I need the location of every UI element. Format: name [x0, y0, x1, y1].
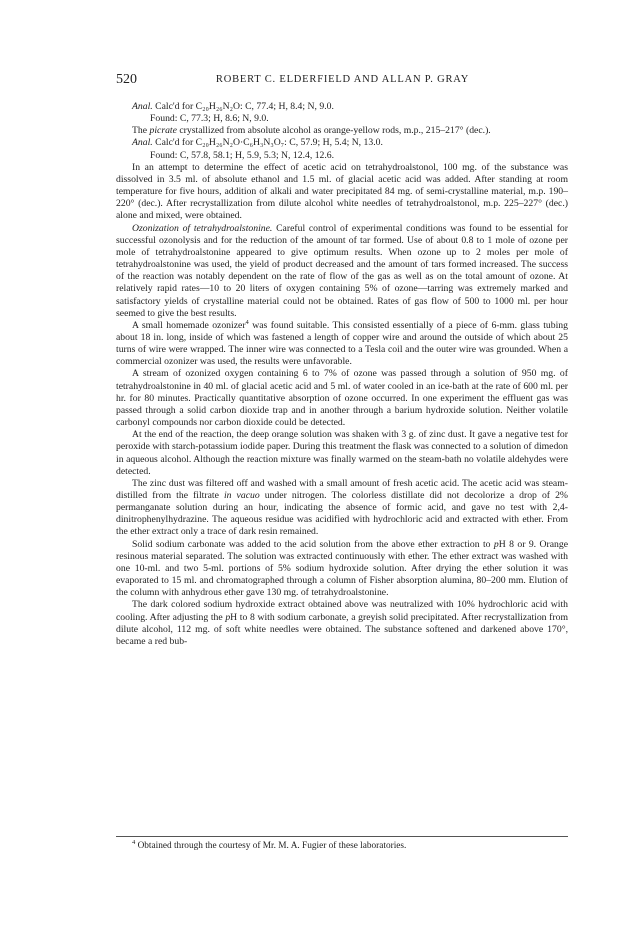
footnote-marker: 4 [132, 838, 136, 846]
picrate-paragraph: The picrate crystallized from absolute alcohol as orange-yellow rods, m.p., 215–217° (dec.). [132, 125, 491, 137]
filtration-paragraph: The zinc dust was filtered off and washed with a small amount of fresh acetic acid. The acetic acid was steam-distilled from the filtrate in vacuo under nitrogen. The colorless distillate did not decolorize a drop of 2% permanganate solution during an hour, indicating the absence of formic acid, and gave no test with 2,4-dinitrophenylhydrazine. The aqueous residue was acidified with hydrochloric acid and extracted with ether. From the ether extract only a trace of dark resin remained. [116, 477, 568, 538]
acetic-acid-paragraph: In an attempt to determine the effect of acetic acid on tetrahydroalstonol, 100 mg. of the substance was dissolved in 3.5 ml. of absolute ethanol and 1.5 ml. of glacial acetic acid was added. After standing at room temperature for five hours, addition of alkali and water precipitated 84 mg. of semi-crystalline material, m.p. 190–220° (dec.). After recrystallization from dilute alcohol white needles of tetrahydroalstonol, m.p. 225–227° (dec.) alone and mixed, were obtained. [116, 161, 568, 222]
anal-label: Anal. [132, 137, 153, 149]
sodium-carbonate-paragraph: Solid sodium carbonate was added to the acid solution from the above ether extraction to pH 8 or 9. Orange resinous material separated. The solution was extracted continuously with ether. The ether extract was washed with one 10-ml. and two 5-ml. portions of 5% sodium hydroxide solution. After drying the ether solution it was evaporated to 15 ml. and chromatographed through a column of Fisher absorption alumina, 80–200 mm. Elution of the column with anhydrous ether gave 130 mg. of tetrahydroalstonine. [116, 538, 568, 599]
analysis-found-picrate: Found: C, 57.8, 58.1; H, 5.9, 5.3; N, 12.4, 12.6. [150, 149, 335, 161]
page-number: 520 [116, 72, 137, 87]
analysis-calc-picrate: Anal. Calc'd for C₂₀H₂₆N₂O·C₆H₃N₃O₇: C, 57.9; H, 5.4; N, 13.0. [132, 137, 383, 149]
page-header [116, 70, 569, 90]
footnote: $^4$ Obtained through the courtesy of Mr. M. A. Fugier of these laboratories. [132, 838, 407, 851]
hydroxide-extract-paragraph: The dark colored sodium hydroxide extract obtained above was neutralized with 10% hydrochloric acid with cooling. After adjusting the pH to 8 with sodium carbonate, a greyish solid precipitated. After recrystallization from dilute alcohol, 112 mg. of soft white needles were obtained. The substance softened and darkened above 170°, became a red bub- [116, 599, 568, 647]
footnote-divider [116, 836, 568, 837]
analysis-calc-base: Anal. Calc'd for C₂₀H₂₆N₂O: C, 77.4; H, 8.4; N, 9.0. [132, 101, 334, 112]
section-heading: Ozonization of tetrahydroalstonine. [132, 222, 273, 234]
running-head: ROBERT C. ELDERFIELD AND ALLAN P. GRAY [215, 74, 470, 85]
picrate-label: picrate [149, 125, 177, 137]
ozonized-oxygen-paragraph: A stream of ozonized oxygen containing 6 to 7% of ozone was passed through a solution of 950 mg. of tetrahydroalstonine in 40 ml. of glacial acetic acid and 5 ml. of water cooled in an ice-bath at the rate of 600 ml. per hr. for 80 minutes. Practically quantitative absorption of ozone occurred. In one experiment the effluent gas was passed through a solid carbon dioxide trap and in another through a barium hydroxide solution. Neither volatile carbonyl compounds nor carbon dioxide could be detected. [116, 368, 568, 429]
ozonizer-paragraph: A small homemade ozonizer$^4$ was found suitable. This consisted essentially of a piece of 6-mm. glass tubing about 18 in. long, inside of which was fastened a length of copper wire and around the outside of which about 25 turns of wire were wrapped. The inner wire was connected to a Tesla coil and the outer wire was grounded. When a commercial ozonizer was used, the results were unfavorable. [116, 318, 568, 368]
ozonization-paragraph: Ozonization of tetrahydroalstonine. Careful control of experimental conditions was found to be essential for successful ozonolysis and for the reduction of the amount of tar formed. Use of about 0.8 to 1 mole of ozone per mole of tetrahydroalstonine appeared to give optimum results. When ozone up to 2 moles per mole of tetrahydroalstonine was used, the yield of product decreased and the amount of tars formed increased. The success of the reaction was notably dependent on the rate of flow of the gas as well as on the total amount of ozone. At relatively rapid rates—10 to 20 liters of oxygen containing 5% of ozone—tarring was extremely marked and satisfactory yields of crystalline material could not be obtained. Rates of gas flow of 500 to 1000 ml. per hour seemed to give the best results. [116, 222, 569, 319]
body-text [116, 101, 568, 648]
anal-label: Anal. [132, 101, 153, 112]
analysis-found-base: Found: C, 77.3; H, 8.6; N, 9.0. [150, 113, 269, 125]
zinc-dust-paragraph: At the end of the reaction, the deep orange solution was shaken with 3 g. of zinc dust. It gave a negative test for peroxide with starch-potassium iodide paper. During this treatment the flask was connected to a solution of dimedon in aqueous alcohol. Although the reaction mixture was finally warmed on the steam-bath no volatile aldehydes were detected. [116, 429, 568, 477]
footnote-ref: 4 [245, 318, 249, 326]
